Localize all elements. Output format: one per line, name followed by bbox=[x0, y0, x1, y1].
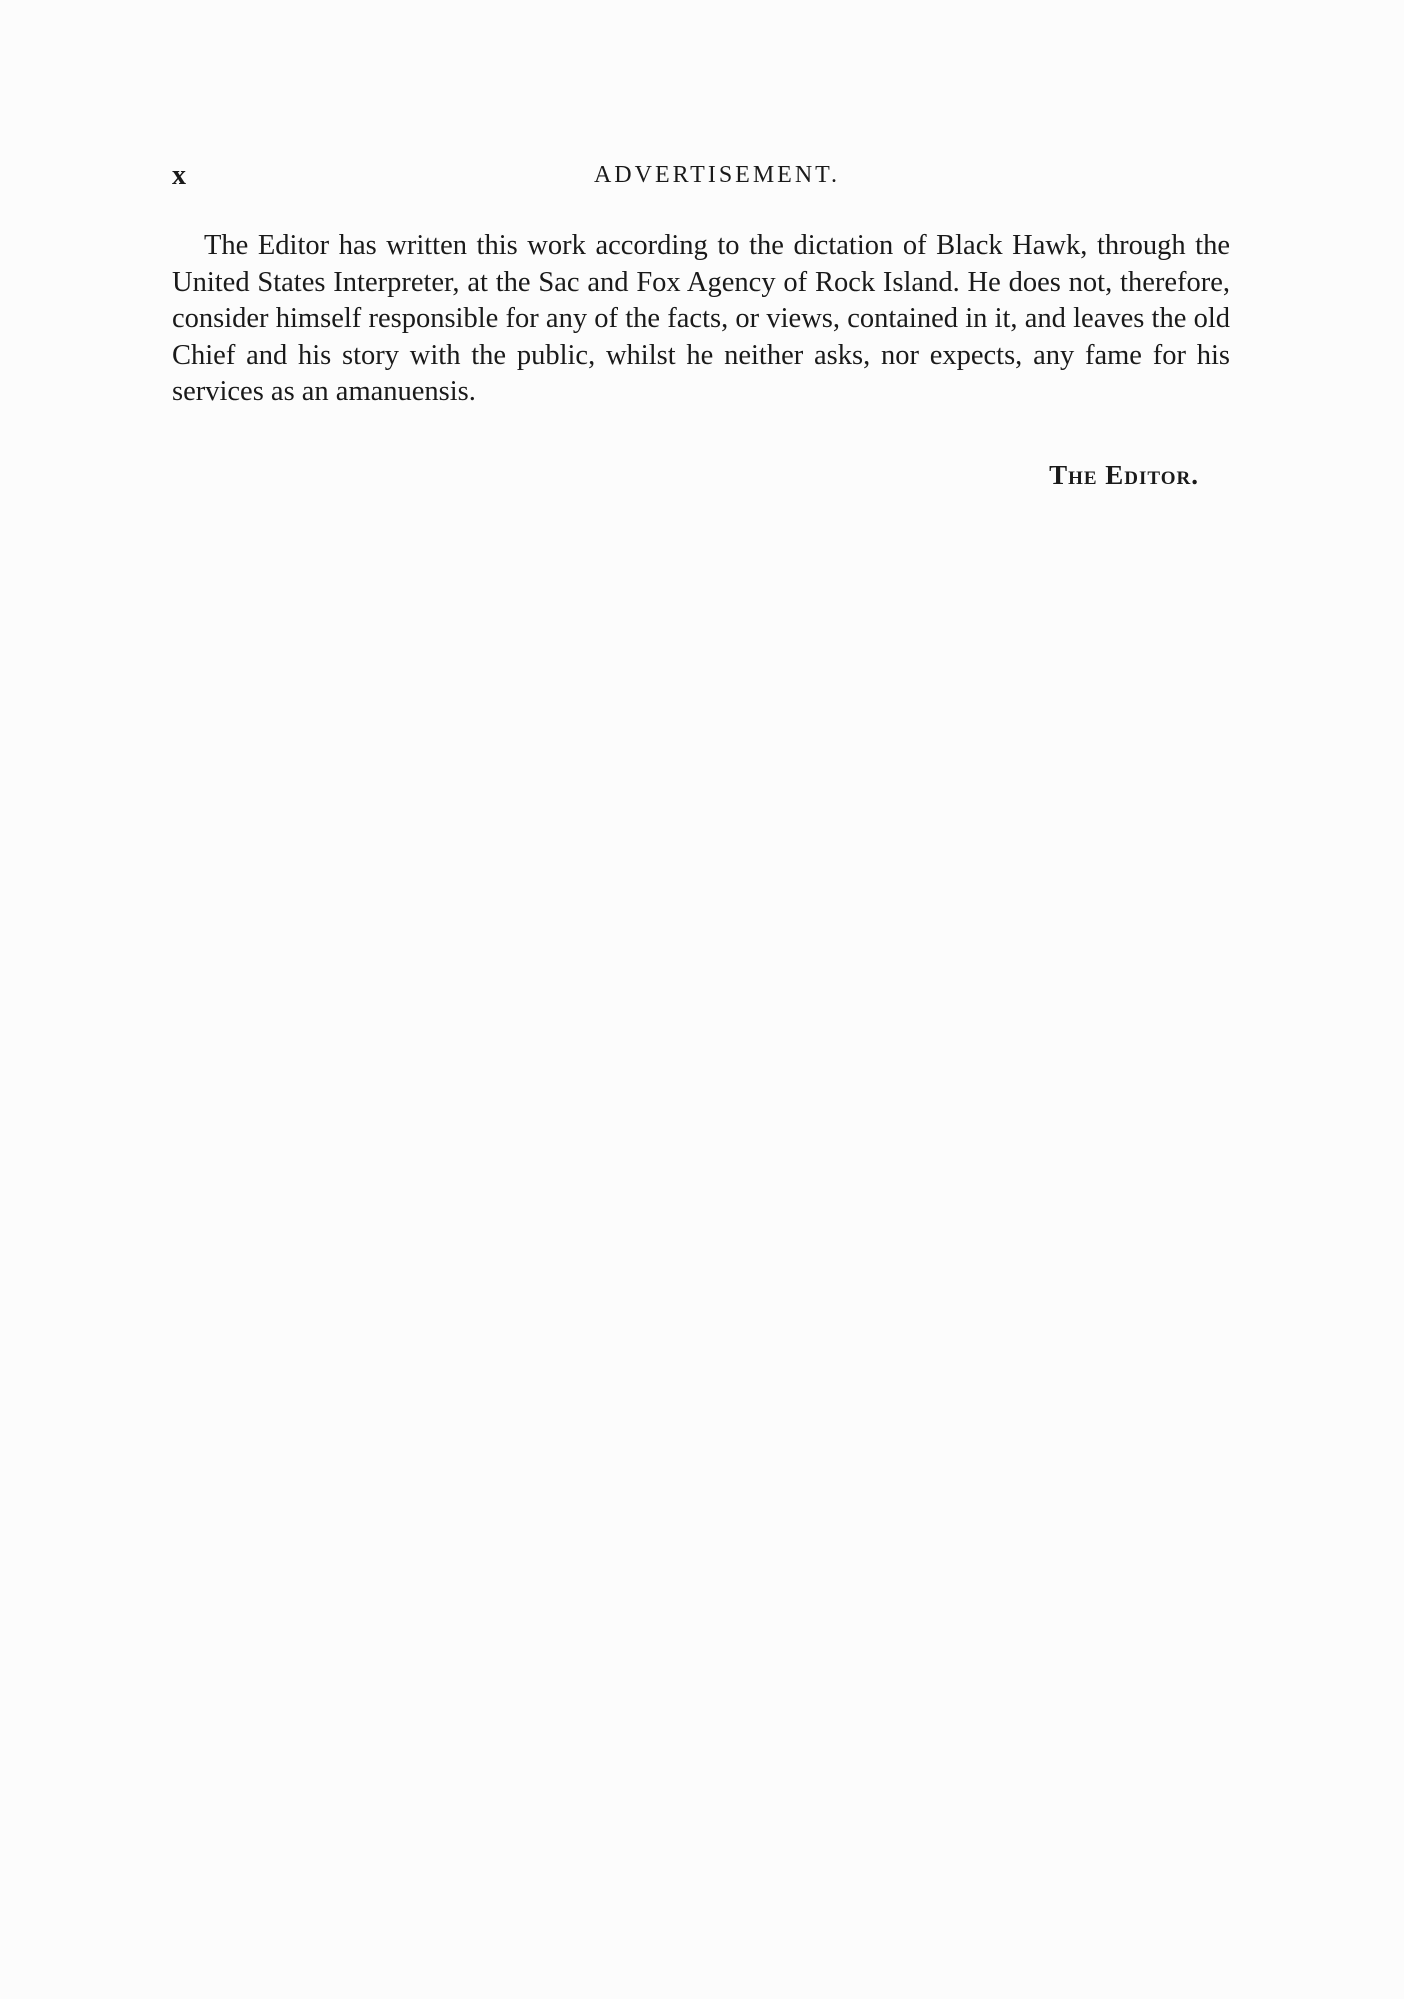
page-number: x bbox=[172, 160, 187, 191]
editor-signature: The Editor. bbox=[1049, 460, 1199, 490]
body-paragraph: The Editor has written this work according to the dictation of Black Hawk, through the United States Interpreter, at the Sac and Fox Agency of Rock Island. He does not, therefore, consider himself responsible for any of the facts, or views, contained in it, and leaves the old Chief and his story with the public, whilst he neither asks, nor expects, any fame for his services as an amanuensis. bbox=[172, 230, 1230, 407]
running-title: ADVERTISEMENT. bbox=[593, 162, 841, 188]
running-head bbox=[172, 160, 1232, 200]
